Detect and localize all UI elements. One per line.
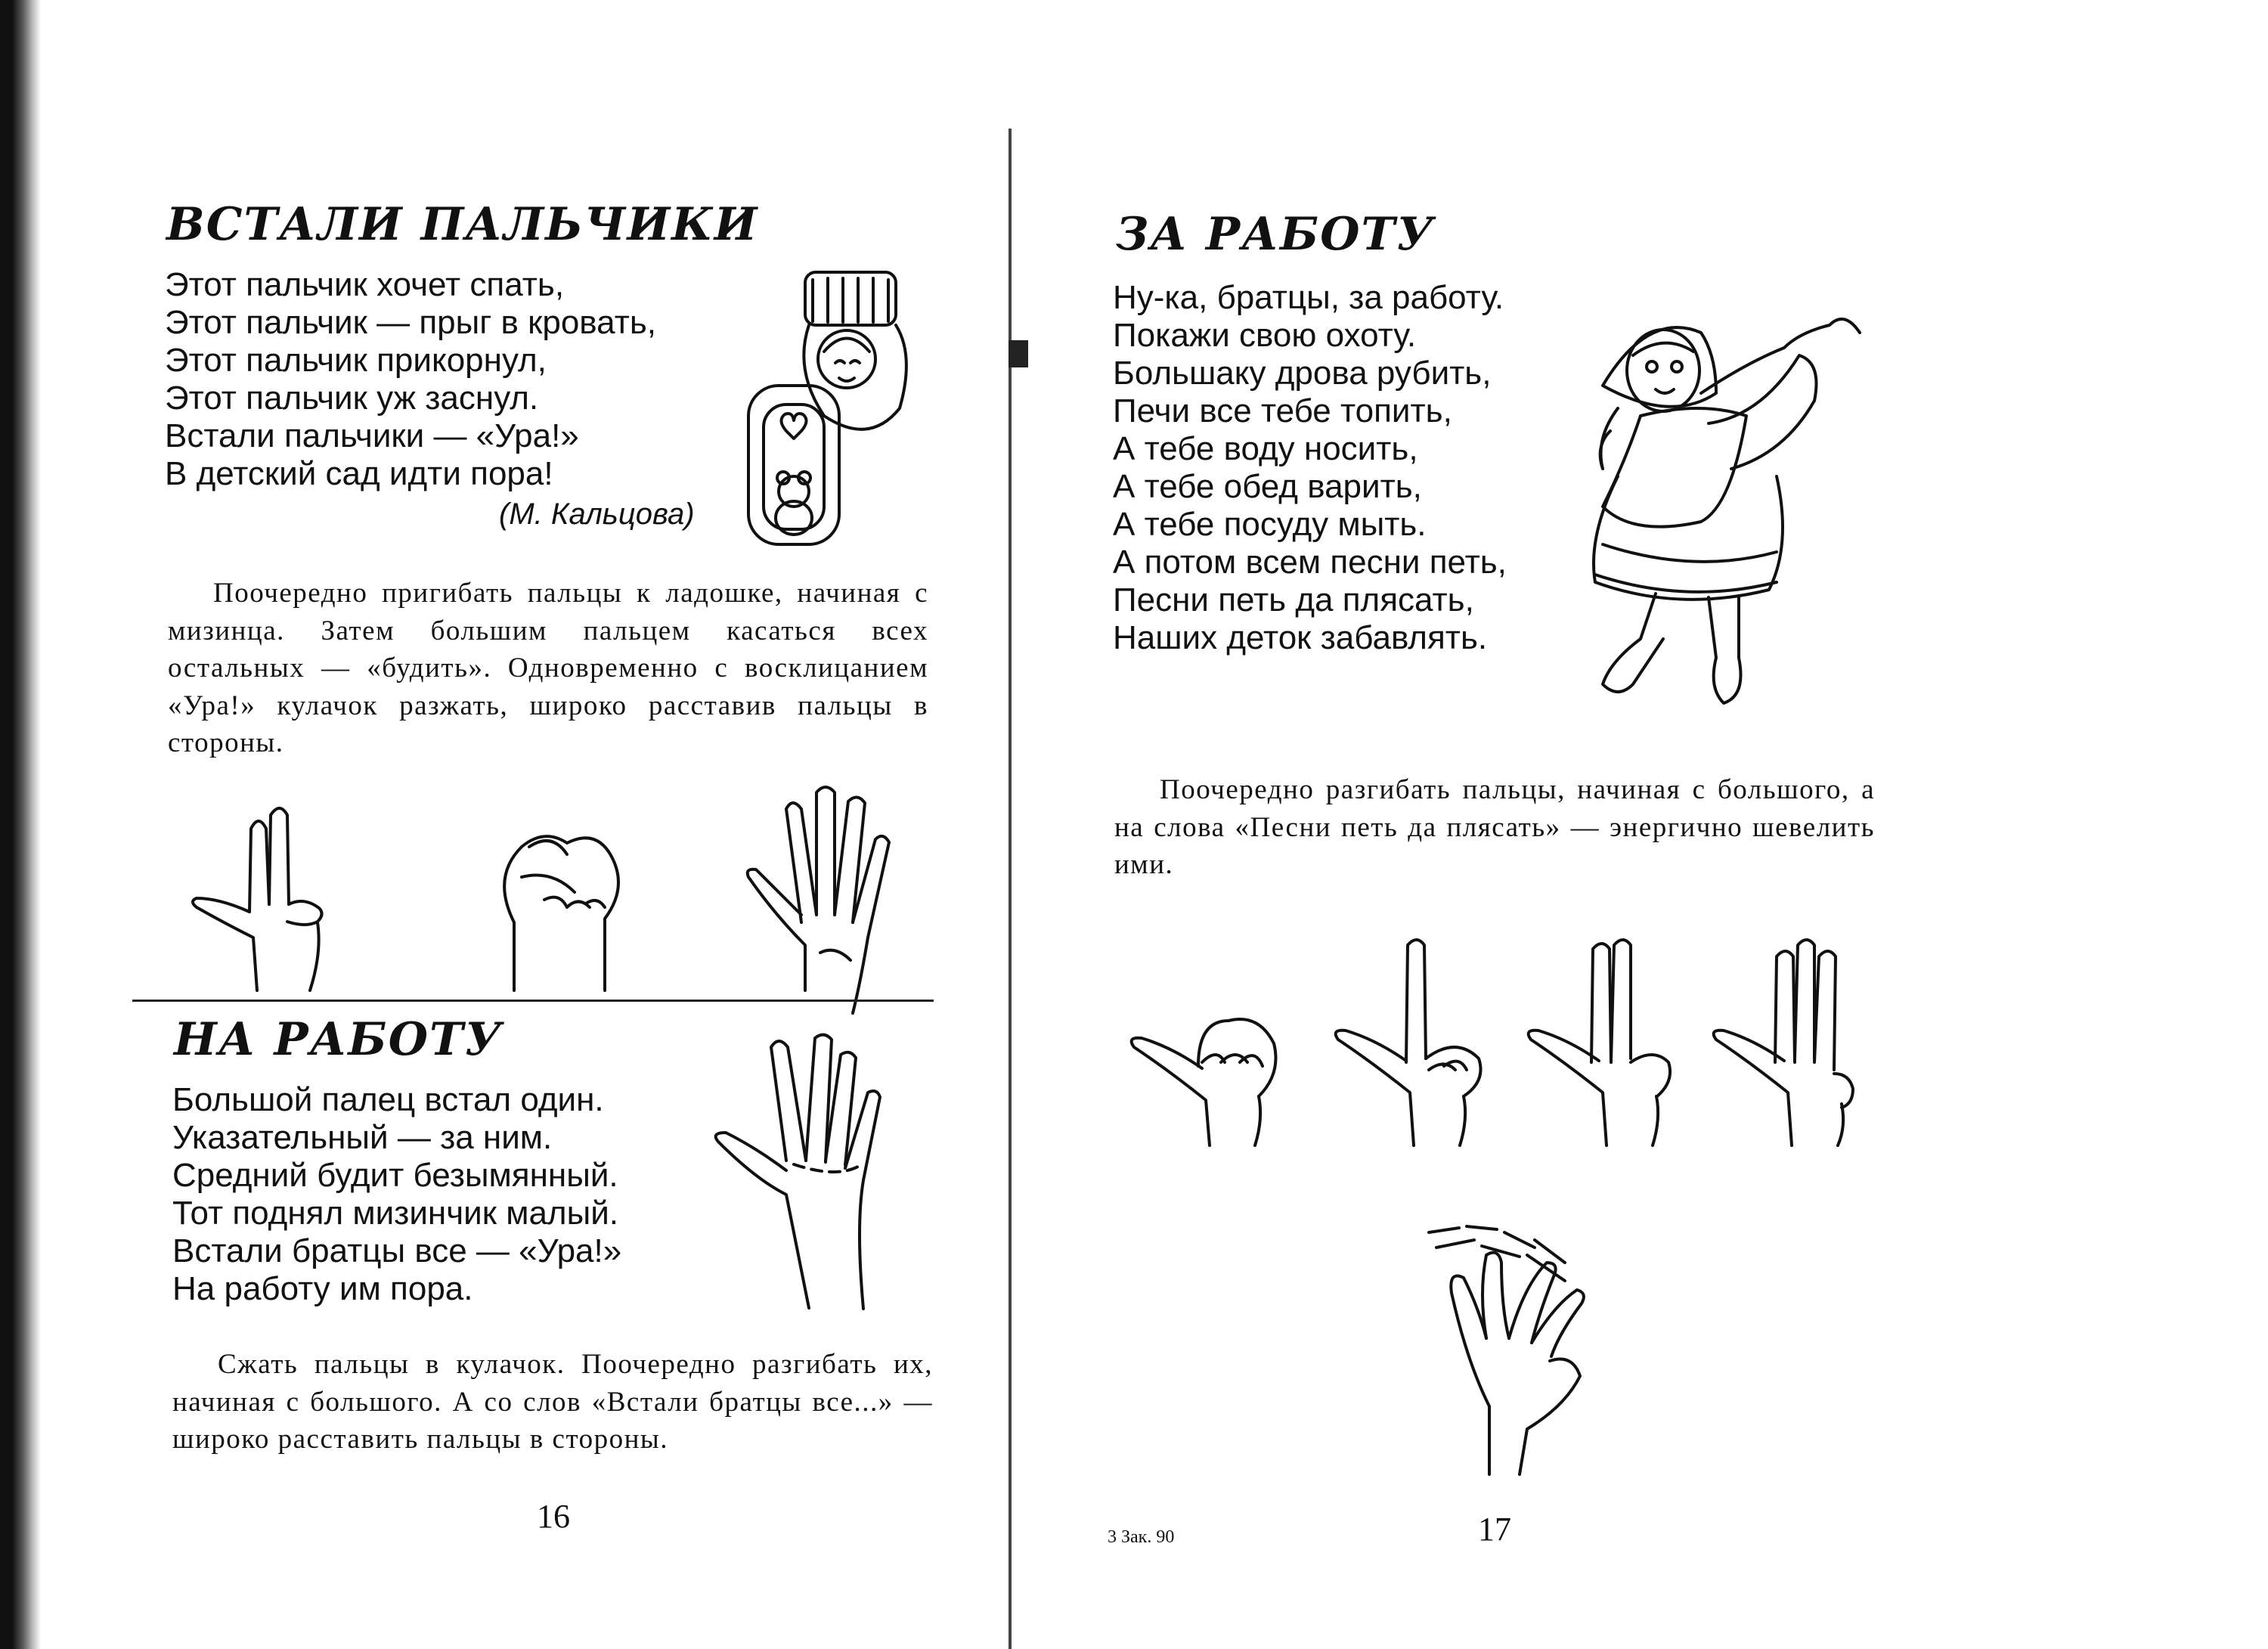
instruction-vstali-palchiki: Поочередно пригибать пальцы к ладошке, начиная с мизинца. Затем большим пальцем касаться всех остальных — «будить». Одновременно с восклицанием «Ура!» кулачок разжать, широко расставив пальцы в стороны.	[168, 578, 928, 758]
hand-gesture-illustration	[484, 817, 635, 994]
poem-line: Покажи свою охоту.	[1113, 317, 1417, 354]
hand-gesture-illustration	[1709, 938, 1875, 1149]
poem-line: Ну-ка, братцы, за работу.	[1113, 279, 1504, 316]
poem-line: Большаку дрова рубить,	[1113, 355, 1492, 392]
hand-gesture-illustration	[745, 786, 903, 994]
poem-title-na-rabotu: НА РАБОТУ	[174, 1013, 503, 1066]
hand-gesture-illustration	[193, 809, 344, 994]
poem-line: Тот поднял мизинчик малый.	[172, 1195, 619, 1232]
poem-line: Большой палец встал один.	[172, 1081, 604, 1118]
hand-gesture-illustration	[1421, 1217, 1603, 1482]
poem-title-vstali-palchiki: ВСТАЛИ ПАЛЬЧИКИ	[166, 198, 759, 251]
hand-gesture-illustration	[1523, 938, 1690, 1149]
poem-line: Средний будит безымянный.	[172, 1157, 618, 1194]
book-spine-shadow	[0, 0, 41, 1649]
poem-line: Песни петь да плясать,	[1113, 581, 1474, 618]
poem-vstali-palchiki	[165, 266, 656, 493]
poem-line: А тебе посуду мыть.	[1113, 506, 1427, 543]
poem-line: Этот пальчик хочет спать,	[165, 266, 565, 303]
instruction-na-rabotu: Сжать пальцы в кулачок. Поочередно разгибать их, начиная с большого. А со слов «Встали братцы все...» — широко расставить пальцы в стороны.	[172, 1349, 933, 1455]
poem-line: А потом всем песни петь,	[1113, 544, 1507, 581]
poem-line: Этот пальчик прикорнул,	[165, 342, 547, 379]
poem-author: (М. Кальцова)	[499, 497, 695, 531]
scan-mark	[1009, 340, 1028, 367]
section-divider	[132, 1000, 934, 1002]
girl-dancing-illustration	[1572, 302, 1920, 733]
instruction-za-rabotu: Поочередно разгибать пальцы, начиная с большого, а на слова «Песни петь да плясать» — энергично шевелить ими.	[1114, 774, 1875, 880]
poem-line: Печи все тебе топить,	[1113, 392, 1452, 429]
poem-line: Встали пальчики — «Ура!»	[165, 417, 579, 454]
hand-gesture-illustration	[1126, 990, 1293, 1149]
poem-line: Этот пальчик уж заснул.	[165, 380, 539, 417]
poem-line: Встали братцы все — «Ура!»	[172, 1232, 622, 1269]
hand-gesture-illustration	[711, 1032, 907, 1312]
poem-title-za-rabotu: ЗА РАБОТУ	[1116, 208, 1435, 261]
child-sleeping-crib-illustration	[733, 257, 922, 552]
poem-za-rabotu	[1113, 279, 1507, 657]
print-footnote: 3 Зак. 90	[1108, 1527, 1175, 1547]
poem-line: Указательный — за ним.	[172, 1119, 553, 1156]
poem-line: На работу им пора.	[172, 1270, 473, 1307]
page-number: 17	[1478, 1511, 1511, 1548]
poem-line: Наших деток забавлять.	[1113, 619, 1488, 656]
poem-na-rabotu	[172, 1081, 621, 1308]
hand-gesture-illustration	[1331, 938, 1497, 1149]
poem-line: Этот пальчик — прыг в кровать,	[165, 304, 656, 341]
poem-line: А тебе воду носить,	[1113, 430, 1418, 467]
page-number: 16	[537, 1498, 570, 1535]
poem-line: А тебе обед варить,	[1113, 468, 1422, 505]
poem-line: В детский сад идти пора!	[165, 455, 553, 492]
